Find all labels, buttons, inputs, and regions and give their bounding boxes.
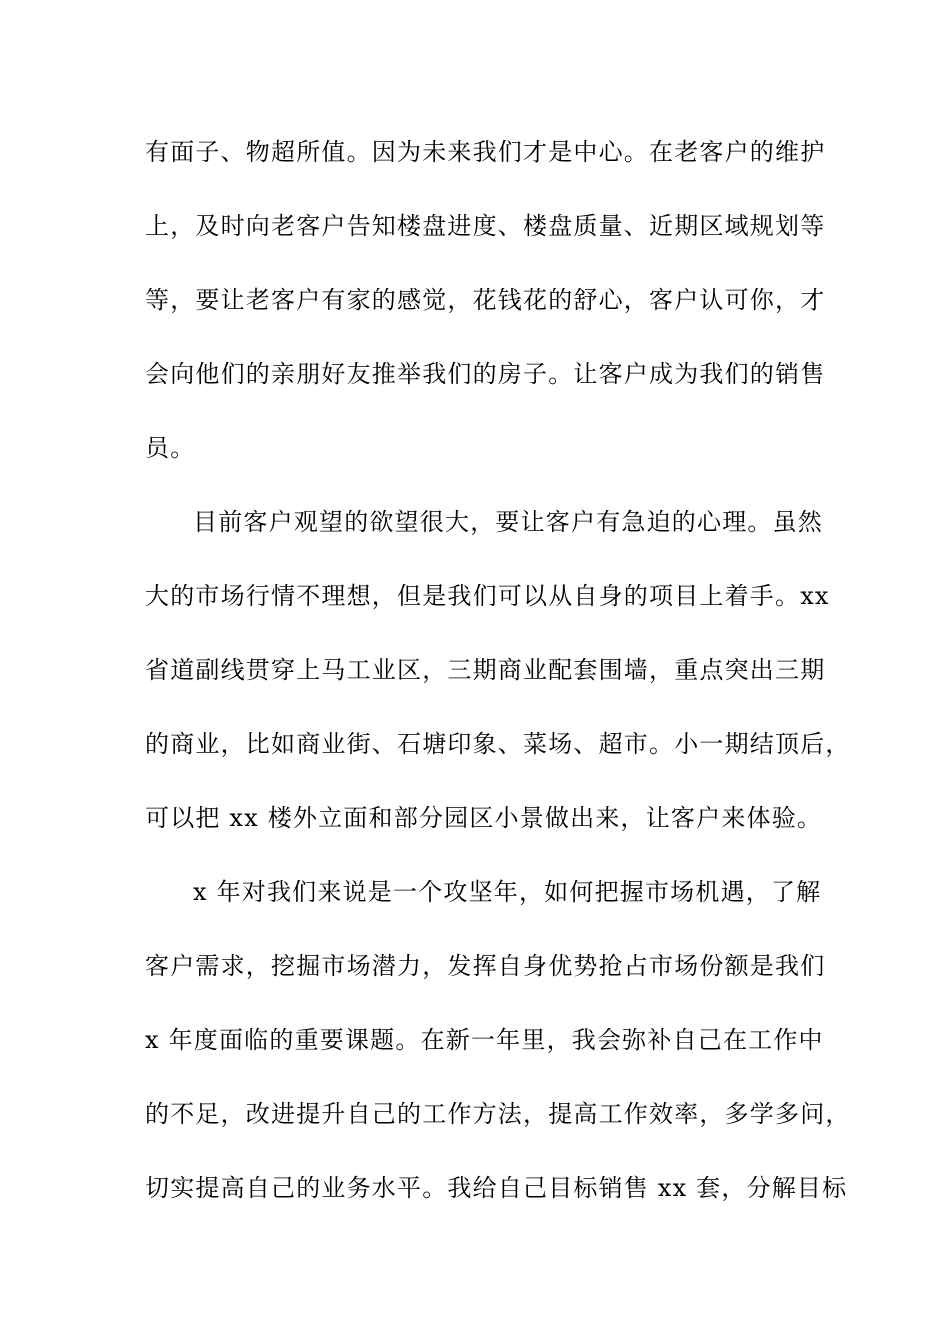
text-line: 等，要让老客户有家的感觉，花钱花的舒心，客户认可你，才 [145,286,826,314]
text-line: 会向他们的亲朋好友推举我们的房子。让客户成为我们的销售 [145,360,826,388]
text-line: x 年度面临的重要课题。在新一年里，我会弥补自己在工作中 [145,1026,824,1054]
text-line: 上，及时向老客户告知楼盘进度、楼盘质量、近期区域规划等 [145,212,826,240]
text-line: 切实提高自己的业务水平。我给自己目标销售 xx 套，分解目标 [145,1174,848,1202]
text-line: 的商业，比如商业街、石塘印象、菜场、超市。小一期结顶后， [145,730,851,758]
paragraph-first-line: x 年对我们来说是一个攻坚年，如何把握市场机遇，了解 [193,878,822,906]
text-line: 的不足，改进提升自己的工作方法，提高工作效率，多学多问， [145,1100,851,1128]
body-text [145,128,851,1238]
text-line: 员。 [145,434,196,462]
text-line: 可以把 xx 楼外立面和部分园区小景做出来，让客户来体验。 [145,804,823,832]
paragraph-first-line: 目前客户观望的欲望很大，要让客户有急迫的心理。虽然 [193,508,823,536]
text-line: 省道副线贯穿上马工业区，三期商业配套围墙，重点突出三期 [145,656,826,684]
text-line: 有面子、物超所值。因为未来我们才是中心。在老客户的维护 [145,138,826,166]
text-line: 客户需求，挖掘市场潜力，发挥自身优势抢占市场份额是我们 [145,952,826,980]
text-line: 大的市场行情不理想，但是我们可以从自身的项目上着手。xx [145,582,830,610]
